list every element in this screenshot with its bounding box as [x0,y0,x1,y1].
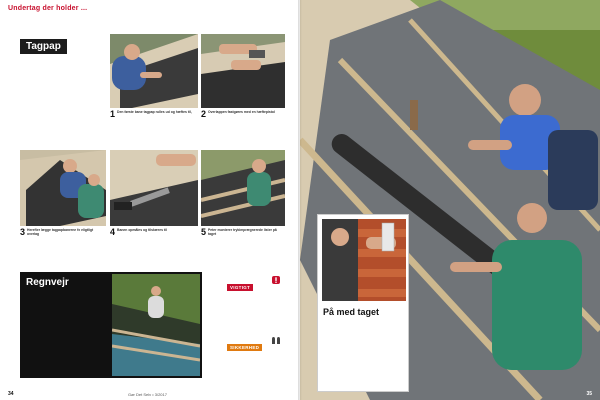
section-heading-tagpap: Tagpap [20,39,67,54]
step-3 [20,150,106,262]
intro-section [20,36,105,58]
step-1-caption: 1 Den første bane tagpap rulles ud og hæftes til, [110,109,192,119]
step-4-caption: 4 Banen opmåles og tilskæres til [110,227,167,237]
inset-title: På med taget [323,307,380,317]
tip-label: VIGTIGT [227,284,253,291]
step-4 [110,150,198,262]
exclamation-icon [271,275,281,285]
tip-vigtigt [227,276,285,296]
tip-label: SIKKERHED [227,344,262,351]
step-1 [110,34,198,146]
spine-shadow [298,0,302,400]
step-number: 5 [201,227,207,237]
regnvejr-photo [112,274,200,376]
step-4-photo [110,150,198,226]
right-folio: 35 [586,391,592,397]
step-3-caption: 3 Herefter lægge tagpapbanerne fx eligtligt overlag [20,227,94,237]
step-number: 2 [201,109,207,119]
right-page [300,0,600,400]
step-3-photo [20,150,106,226]
step-number: 1 [110,109,116,119]
step-number: 4 [110,227,116,237]
regnvejr-title: Regnvejr [26,277,69,288]
gloves-icon [271,335,281,345]
running-head: Undertag der holder ... [8,5,88,12]
step-5-photo [201,150,285,226]
inset-photo [322,219,406,301]
regnvejr-box [20,272,202,378]
left-folio: 34 [8,391,14,397]
left-folio-text: Gør Det Selv • 3/2017 [128,392,167,397]
step-2-caption: 2 Overlappen fastgøres med en hæftepistol [201,109,275,119]
inset-box [317,214,409,392]
step-1-photo [110,34,198,108]
step-2-photo [201,34,285,108]
step-5-caption: 5 Peter monterer trykimprægnerede lister på taget [201,227,277,237]
tip-sikkerhed [227,336,285,356]
step-5 [201,150,285,262]
step-number: 3 [20,227,26,237]
step-2 [201,34,285,146]
